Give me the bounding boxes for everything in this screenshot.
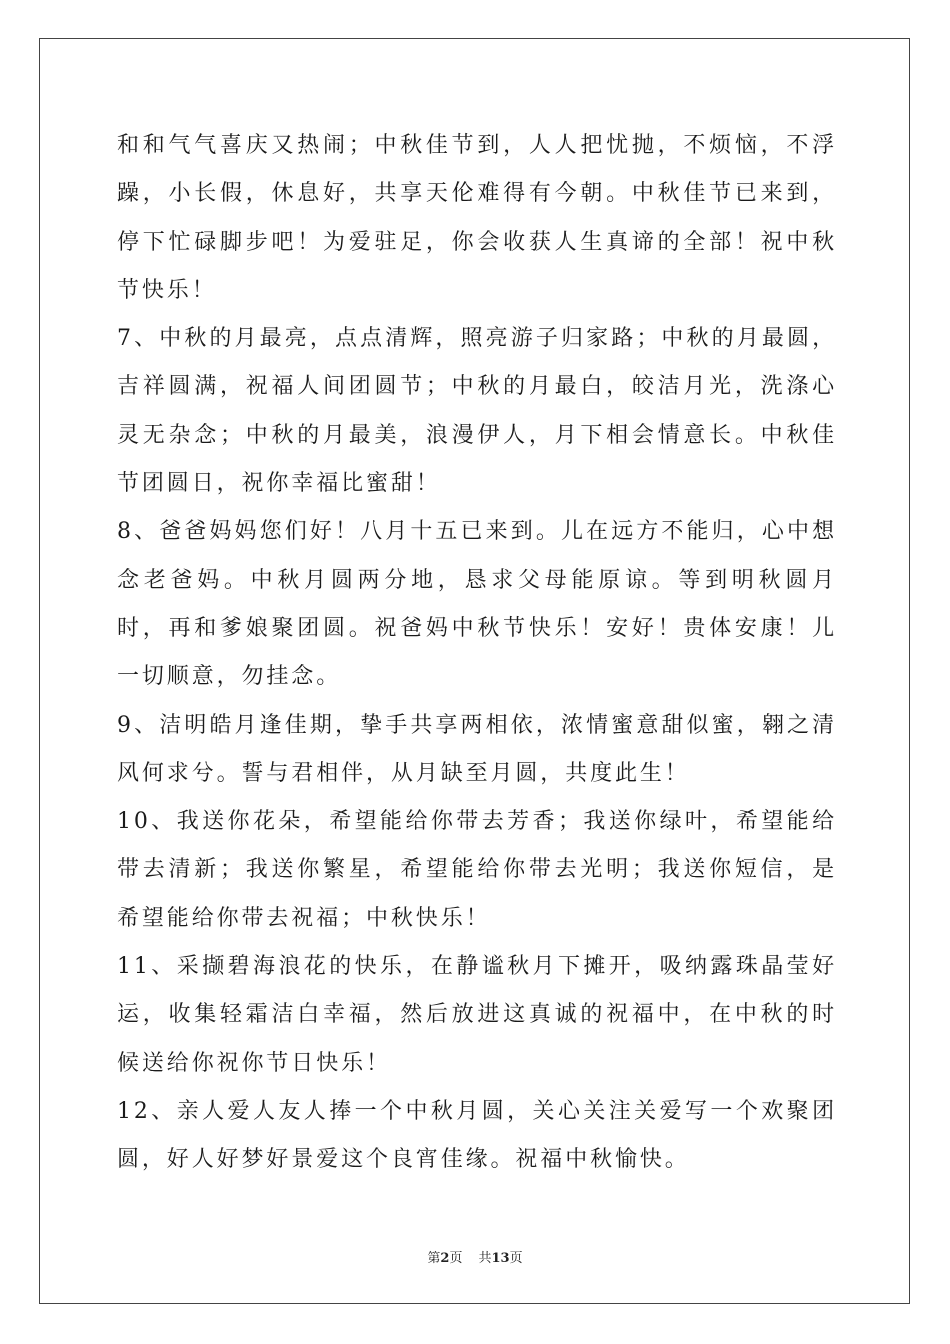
paragraph-item-9: 9、洁明皓月逢佳期，挚手共享两相依，浓情蜜意甜似蜜，翱之清风何求兮。誓与君相伴，从月缺至月圆，共度此生！ <box>117 712 837 786</box>
paragraph-item-8: 8、爸爸妈妈您们好！八月十五已来到。儿在远方不能归，心中想念老爸妈。中秋月圆两分地，恳求父母能原谅。等到明秋圆月时，再和爹娘聚团圆。祝爸妈中秋节快乐！安好！贵体安康！儿一切顺意，勿挂念。 <box>117 519 837 690</box>
page-suffix: 页 <box>449 1251 463 1266</box>
paragraph-continuation: 和和气气喜庆又热闹；中秋佳节到，人人把忧抛，不烦恼，不浮躁，小长假，休息好，共享天伦难得有今朝。中秋佳节已来到，停下忙碌脚步吧！为爱驻足，你会收获人生真谛的全部！祝中秋节快乐！ <box>117 133 837 303</box>
document-body <box>117 122 837 1185</box>
paragraph-item-10: 10、我送你花朵，希望能给你带去芳香；我送你绿叶，希望能给带去清新；我送你繁星，希望能给你带去光明；我送你短信，是希望能给你带去祝福；中秋快乐！ <box>117 809 837 931</box>
page-number: 2 <box>440 1251 450 1266</box>
paragraph-item-7: 7、中秋的月最亮，点点清辉，照亮游子归家路；中秋的月最圆，吉祥圆满，祝福人间团圆节；中秋的月最白，皎洁月光，洗涤心灵无杂念；中秋的月最美，浪漫伊人，月下相会情意长。中秋佳节团圆日，祝你幸福比蜜甜！ <box>117 326 837 497</box>
paragraph-item-11: 11、采撷碧海浪花的快乐，在静谧秋月下摊开，吸纳露珠晶莹好运，收集轻霜洁白幸福，然后放进这真诚的祝福中，在中秋的时候送给你祝你节日快乐！ <box>117 954 837 1076</box>
page-prefix: 第 <box>427 1251 441 1266</box>
total-prefix: 共 <box>478 1251 492 1266</box>
total-pages: 13 <box>491 1251 510 1266</box>
paragraph-item-12: 12、亲人爱人友人捧一个中秋月圆，关心关注关爱写一个欢聚团圆，好人好梦好景爱这个良宵佳缘。祝福中秋愉快。 <box>117 1098 837 1173</box>
total-suffix: 页 <box>509 1251 523 1266</box>
page-footer <box>0 1247 950 1266</box>
